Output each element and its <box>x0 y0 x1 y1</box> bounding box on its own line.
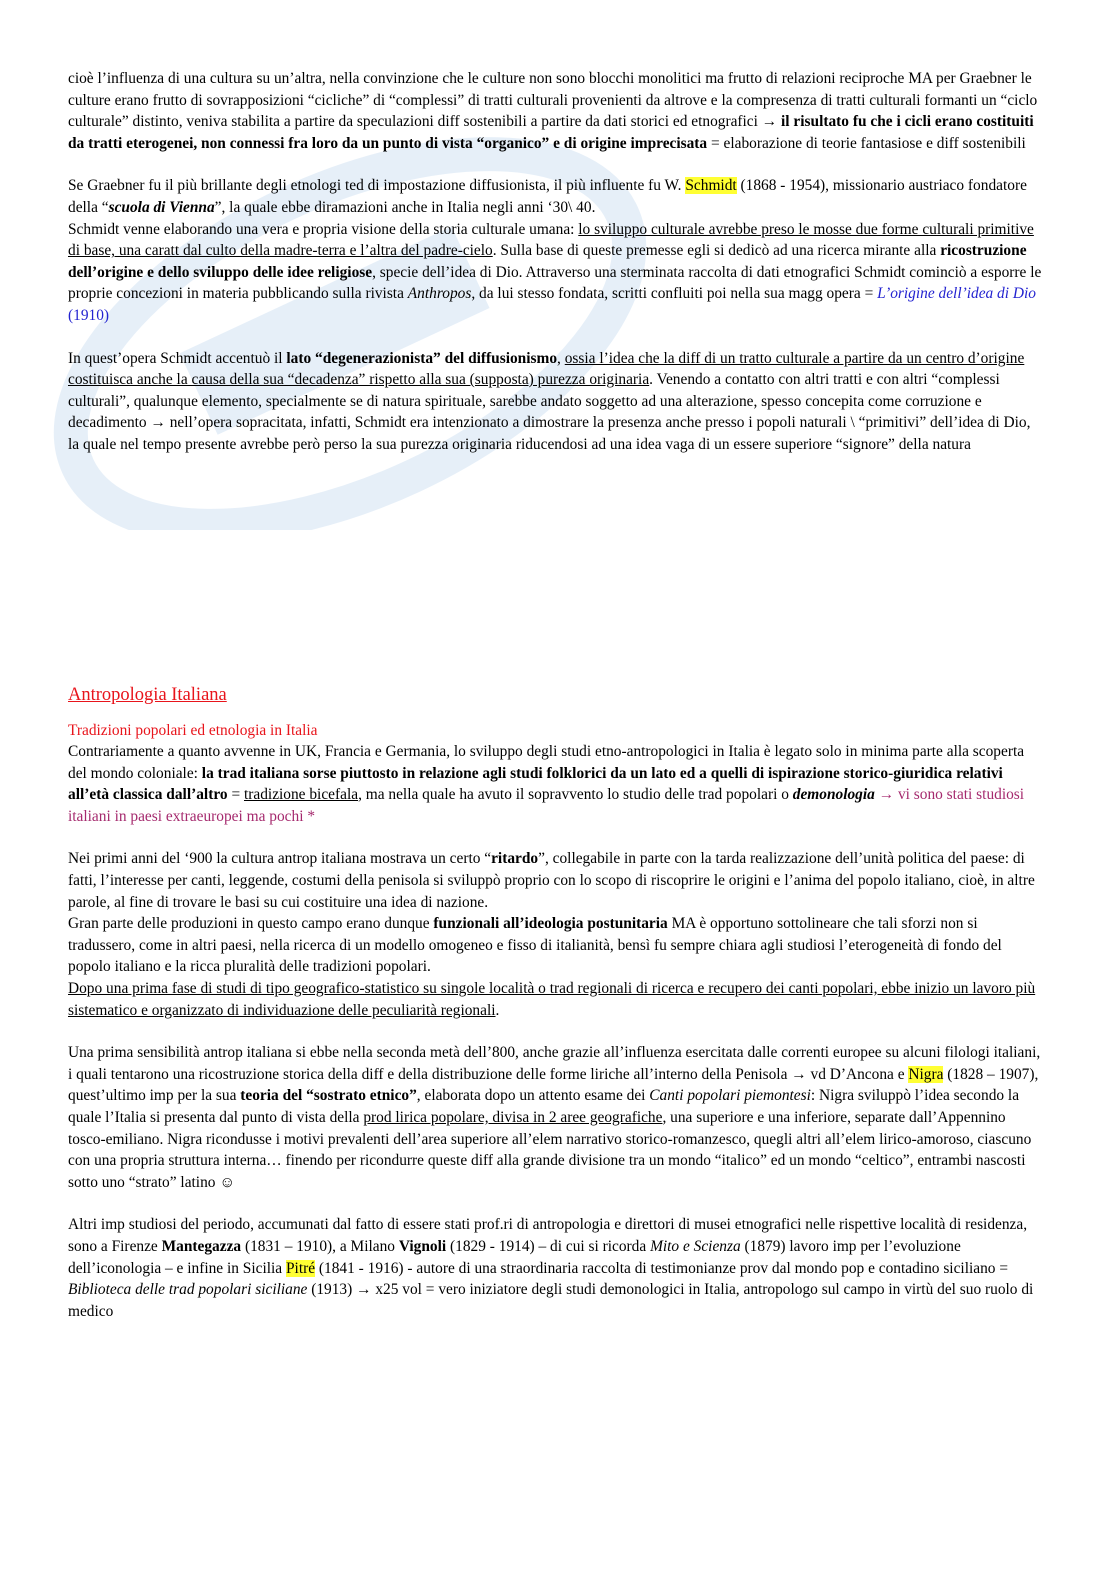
paragraph-tradizione-bicefala: Contrariamente a quanto avvenne in UK, Francia e Germania, lo sviluppo degli studi etno-antropologici in Italia è legato solo in minima parte alla scoperta del mondo coloniale: la trad italiana sorse piuttosto in relazione agli studi folklorici da un lato ed a quelli di ispirazione storico-giuridica relativi all’età classica dall’altro = tradizione bicefala, ma nella quale ha avuto il sopravvento lo studio delle trad popolari o demonologia → vi sono stati studiosi italiani in paesi extraeuropei ma pochi * <box>68 743 1025 825</box>
paragraph-altri-studiosi: Altri imp studiosi del periodo, accumunati dal fatto di essere stati prof.ri di antropologia e direttori di musei etnografici nelle rispettive località di residenza, sono a Firenze Mantegazza (1831 – 1910), a Milano Vignoli (1829 - 1914) – di cui si ricorda Mito e Scienza (1879) lavoro imp per l’evoluzione dell’iconologia – e infine in Sicilia Pitré (1841 - 1916) - autore di una straordinaria raccolta di testimonianze prov dal mondo pop e contadino siciliano = Biblioteca delle trad popolari siciliane (1913) → x25 vol = vero iniziatore degli studi demonologici in Italia, antropologo sul campo in virtù del suo ruolo di medico <box>68 1216 1034 1320</box>
note-extraeuropei: → vi sono stati studiosi italiani in paesi extraeuropei ma pochi * <box>68 786 1025 825</box>
paragraph-ritardo: Nei primi anni del ‘900 la cultura antrop italiana mostrava un certo “ritardo”, collegabile in parte con la tarda realizzazione dell’unità politica del paese: di fatti, l’interesse per canti, leggende, costumi della penisola si sviluppò proprio con lo scopo di riscoprire le origini e l’anima del popolo italiano, cioè, in altre parole, al fine di trovare le basi su cui costituire una idea di nazione. <box>68 850 1035 911</box>
paragraph-nigra: Una prima sensibilità antrop italiana si ebbe nella seconda metà dell’800, anche grazie all’influenza esercitata dalle correnti europee su alcuni filologi italiani, i quali tentarono una ricostruzione storica della diff e della distribuzione delle forme liriche all’interno della Penisola → vd D’Ancona e Nigra (1828 – 1907), quest’ultimo imp per la sua teoria del “sostrato etnico”, elaborata dopo un attento esame dei Canti popolari piemontesi: Nigra sviluppò l’idea secondo la quale l’Italia si presenta dal punto di vista della prod lirica popolare, divisa in 2 aree geografiche, una superiore e una inferiore, separate dall’Appennino tosco-emiliano. Nigra ricondusse i motivi prevalenti dell’area superiore all’elem narrativo storico-romanzesco, quegli altri all’elem lirico-amoroso, ciascuno con una propria struttura interna… finendo per ricondurre queste diff alla grande divisione tra un mondo “italico” ed un mondo “celtico”, entrambi nascosti sotto uno “strato” latino ☺ <box>68 1044 1041 1191</box>
section-heading: Antropologia Italiana <box>68 684 227 705</box>
arrow-icon: → <box>356 1281 372 1299</box>
highlight-schmidt: Schmidt <box>685 177 737 195</box>
paragraph-peculiarita-regionali: Dopo una prima fase di studi di tipo geografico-statistico su singole località o trad regionali di ricerca e recupero dei canti popolari, ebbe inizio un lavoro più sistematico e organizzato di individuazione delle peculiarità regionali. <box>68 980 1036 1019</box>
arrow-icon: → <box>791 1065 807 1083</box>
paragraph-graebner: cioè l’influenza di una cultura su un’altra, nella convinzione che le culture non sono blocchi monolitici ma frutto di relazioni reciproche MA per Graebner le culture erano frutto di sovrapposizioni “cicliche” di “complessi” di tratti culturali provenienti da altrove e la compresenza di tratti culturali formanti un “ciclo culturale” distinto, veniva stabilita a partire da speculazioni diff sostenibili a partire da dati storici ed etnografici → il risultato fu che i cicli erano costituiti da tratti eterogenei, non connessi fra loro da un punto di vista “organico” e di origine imprecisata = elaborazione di teorie fantasiose e diff sostenibili <box>68 70 1038 152</box>
paragraph-postunitaria: Gran parte delle produzioni in questo campo erano dunque funzionali all’ideologia postunitaria MA è opportuno sottolineare che tali sforzi non si tradussero, come in altri paesi, nella ricerca di un modello omogeneo e fisso di italianità, bensì fu sempre chiara agli studiosi l’eterogeneità di fondo del popolo italiano e la ricca pluralità delle tradizioni popolari. <box>68 915 1002 976</box>
section-subheading: Tradizioni popolari ed etnologia in Italia <box>68 721 318 739</box>
paragraph-schmidt-intro: Se Graebner fu il più brillante degli etnologi ted di impostazione diffusionista, il più influente fu W. Schmidt (1868 - 1954), missionario austriaco fondatore della “scuola di Vienna”, la quale ebbe diramazioni anche in Italia negli anni ‘30\ 40. <box>68 177 1027 216</box>
paragraph-degenerazionista: In quest’opera Schmidt accentuò il lato “degenerazionista” del diffusionismo, ossia l’idea che la diff di un tratto culturale a partire da un centro d’origine costituisca anche la causa della sua “decadenza” rispetto alla sua (supposta) purezza originaria. Venendo a contatto con altri tratti e con altri “complessi culturali”, qualunque elemento, specialmente se di natura spirituale, sarebbe andato soggetto ad una alterazione, spesso concepita come corruzione e decadimento → nell’opera sopracitata, infatti, Schmidt era intenzionato a dimostrare la presenza anche presso i popoli naturali \ “primitivi” dell’idea di Dio, la quale nel tempo presente avrebbe però perso la sua purezza originaria riducendosi ad una idea vaga di un essere superiore “signore” della natura <box>68 349 1031 453</box>
arrow-icon: → <box>150 414 166 432</box>
arrow-icon: → <box>761 113 778 131</box>
book-title-link: L’origine dell’idea di Dio <box>877 285 1036 303</box>
highlight-pitre: Pitré <box>285 1259 316 1277</box>
paragraph-schmidt-vision: Schmidt venne elaborando una vera e propria visione della storia culturale umana: lo sviluppo culturale avrebbe preso le mosse due forme culturali primitive di base, una caratt dal culto della madre-terra e l’altra del padre-cielo. Sulla base di queste premesse egli si dedicò ad una ricerca mirante alla ricostruzione dell’origine e dello sviluppo delle idee religiose, specie dell’idea di Dio. Attraverso una sterminata raccolta di dati etnografici Schmidt cominciò a esporre le proprie concezioni in materia pubblicando sulla rivista Anthropos, da lui stesso fondata, scritti confluiti poi nella sua magg opera = L’origine dell’idea di Dio (1910) <box>68 220 1042 324</box>
smiley-icon: ☺ <box>219 1173 236 1191</box>
highlight-nigra: Nigra <box>908 1065 944 1083</box>
document-page <box>68 68 1043 1322</box>
